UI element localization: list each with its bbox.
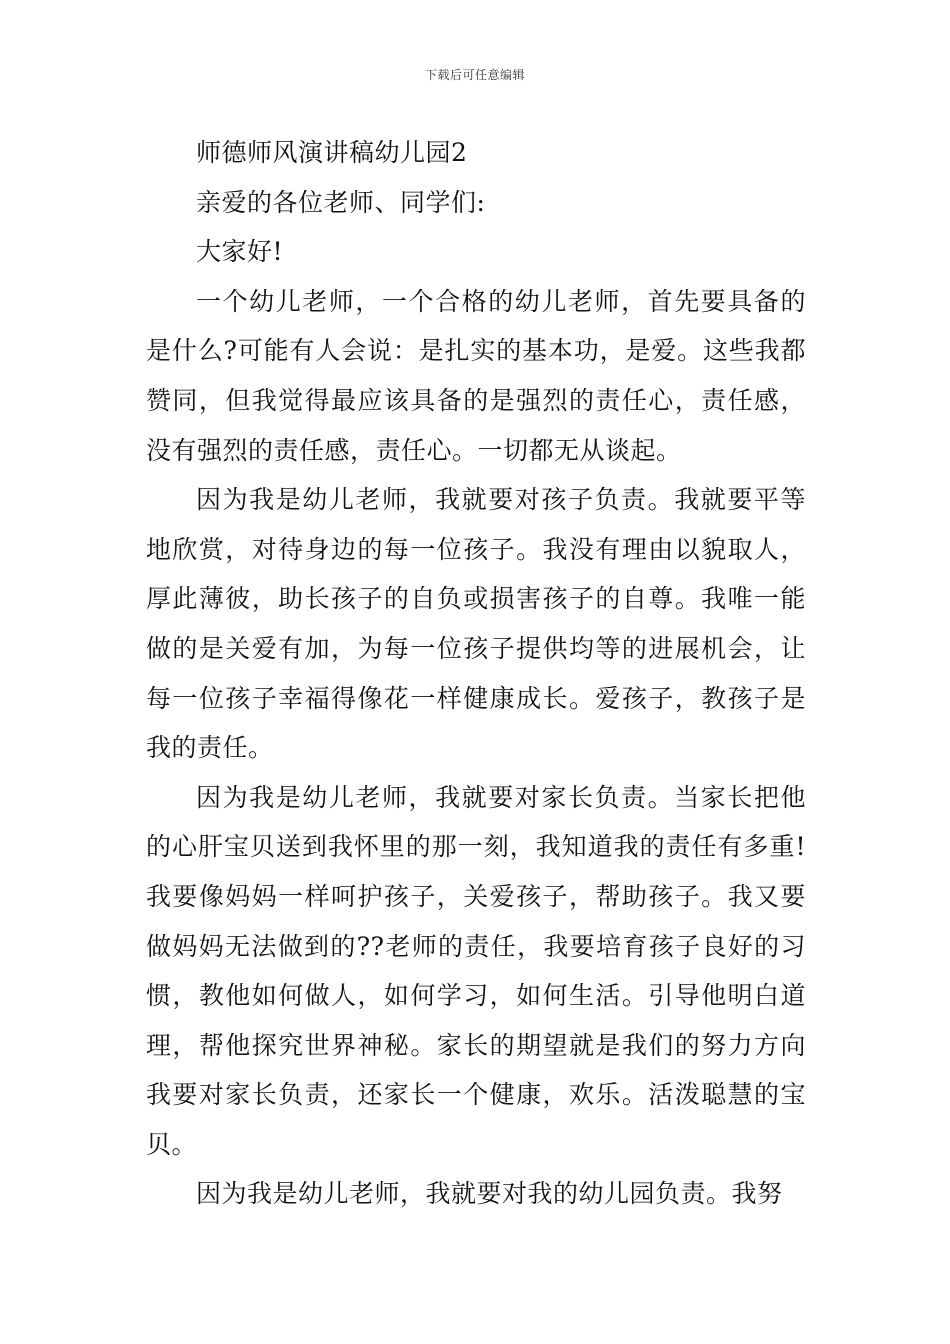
- greeting: 大家好!: [196, 237, 284, 267]
- paragraph-4: 因为我是幼儿老师，我就要对我的幼儿园负责。我努: [196, 1179, 783, 1209]
- paragraph-2: 因为我是幼儿老师，我就要对孩子负责。我就要平等地欣赏，对待身边的每一位孩子。我没有理由以貌取人，厚此薄彼，助长孩子的自负或损害孩子的自尊。我唯一能做的是关爱有加，为每一位孩子提供均等的进展机会，让每一位孩子幸福得像花一样健康成长。爱孩子，教孩子是我的责任。: [146, 485, 806, 763]
- document-title: 师德师风演讲稿幼儿园2: [196, 138, 468, 167]
- page-header: 下载后可任意编辑: [424, 68, 525, 82]
- paragraph-3: 因为我是幼儿老师，我就要对家长负责。当家长把他的心肝宝贝送到我怀里的那一刻，我知道我的责任有多重!我要像妈妈一样呵护孩子，关爱孩子，帮助孩子。我又要做妈妈无法做到的??老师的责任，我要培育孩子良好的习惯，教他如何做人，如何学习，如何生活。引导他明白道理，帮他探究世界神秘。家长的期望就是我们的努力方向我要对家长负责，还家长一个健康，欢乐。活泼聪慧的宝贝。: [146, 782, 806, 1159]
- document-body: [146, 128, 806, 1219]
- paragraph-1: 一个幼儿老师，一个合格的幼儿老师，首先要具备的是什么?可能有人会说：是扎实的基本功，是爱。这些我都赞同，但我觉得最应该具备的是强烈的责任心，责任感，没有强烈的责任感，责任心。一切都无从谈起。: [146, 286, 806, 465]
- salutation: 亲爱的各位老师、同学们:: [196, 187, 486, 217]
